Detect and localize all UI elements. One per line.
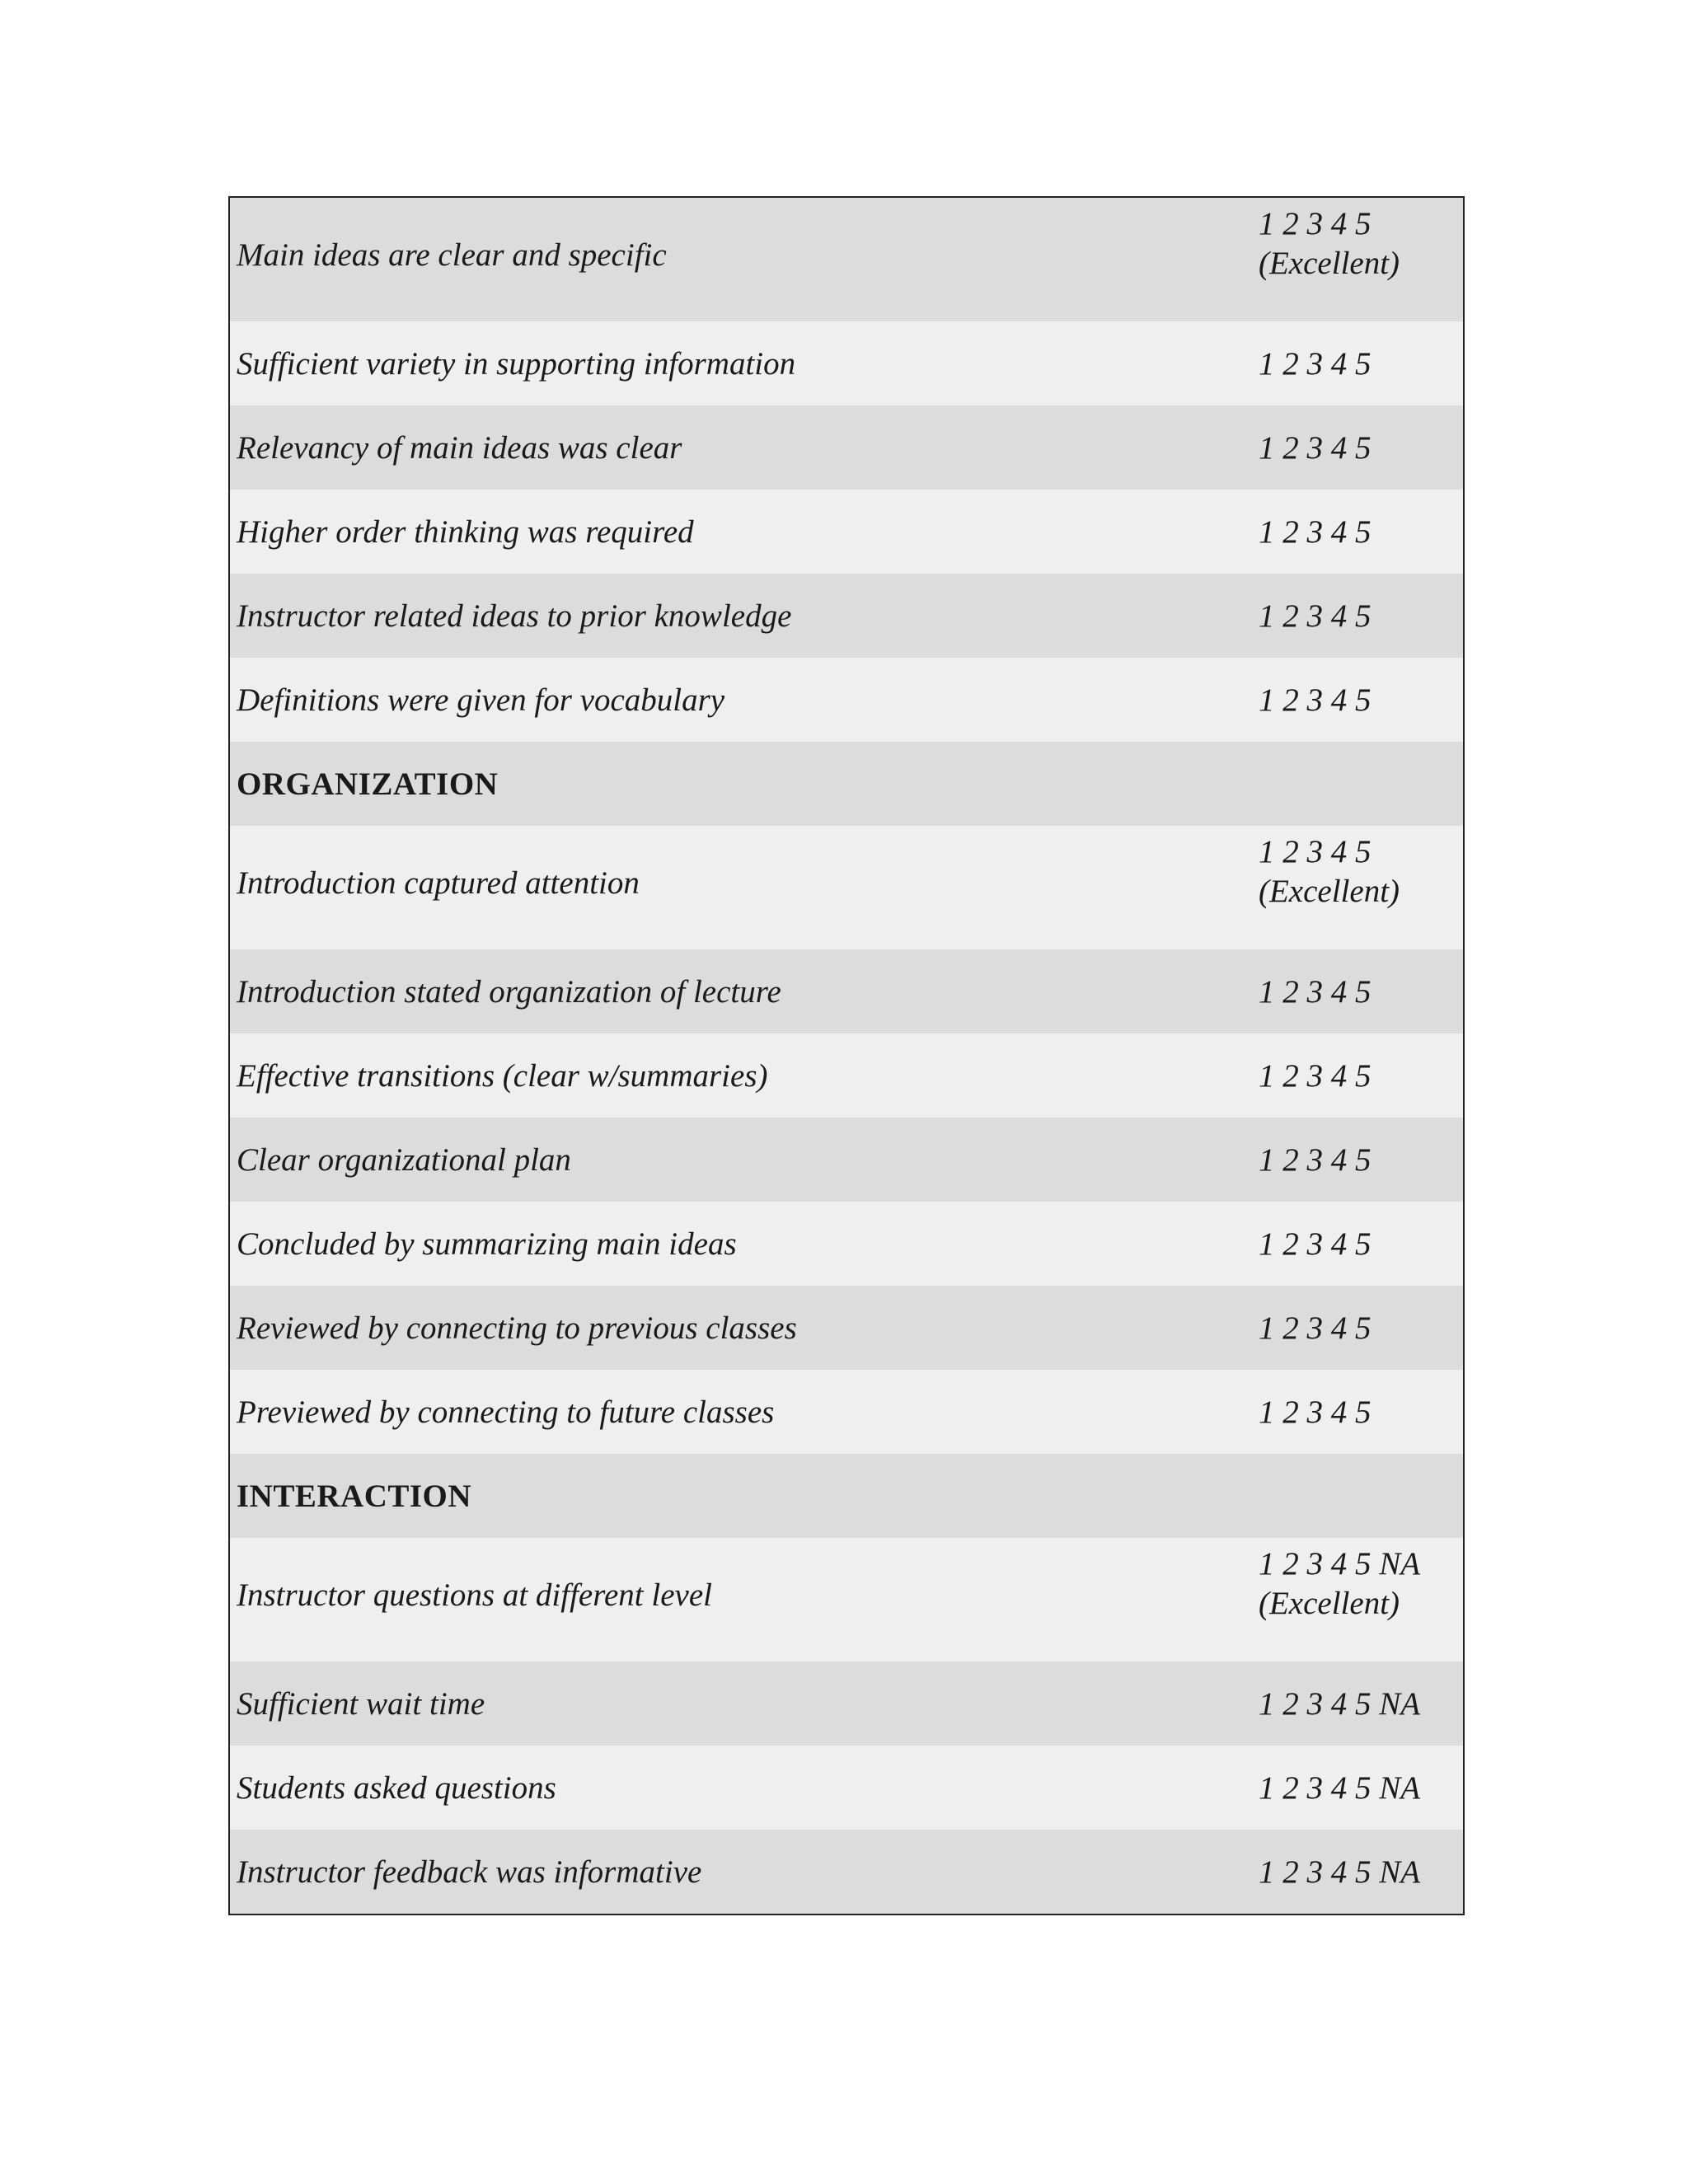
criterion-label: Sufficient variety in supporting information <box>237 346 796 382</box>
criterion-row <box>230 658 1463 742</box>
rating-cell <box>1259 1769 1420 1808</box>
rating-scale: 1 2 3 4 5 <box>1259 514 1372 550</box>
criterion-label: Main ideas are clear and specific <box>237 237 667 273</box>
rating-scale: 1 2 3 4 5 <box>1259 206 1372 241</box>
rating-scale: 1 2 3 4 5 <box>1259 974 1372 1010</box>
criterion-row <box>230 405 1463 490</box>
rating-cell <box>1259 972 1372 1012</box>
criterion-row <box>230 1370 1463 1454</box>
rating-cell <box>1259 832 1400 912</box>
criterion-label: Previewed by connecting to future classes <box>237 1394 775 1430</box>
rating-scale: 1 2 3 4 5 <box>1259 682 1372 718</box>
criterion-label: Concluded by summarizing main ideas <box>237 1226 737 1262</box>
criterion-row <box>230 1118 1463 1202</box>
rating-cell <box>1259 1141 1372 1180</box>
rating-cell <box>1259 1393 1372 1432</box>
rating-cell <box>1259 597 1372 636</box>
evaluation-form-table <box>228 196 1465 1915</box>
rating-scale: 1 2 3 4 5 <box>1259 1058 1372 1094</box>
rating-cell <box>1259 1309 1372 1348</box>
rating-cell <box>1259 1225 1372 1264</box>
rating-scale: 1 2 3 4 5 NA <box>1259 1546 1421 1582</box>
criterion-label: Effective transitions (clear w/summaries) <box>237 1058 768 1094</box>
rating-cell <box>1259 344 1372 384</box>
rating-cell <box>1259 1685 1420 1724</box>
criterion-row <box>230 1661 1463 1746</box>
criterion-label: Introduction stated organization of lecture <box>237 974 781 1010</box>
rating-scale: 1 2 3 4 5 NA <box>1259 1770 1421 1806</box>
criterion-row <box>230 490 1463 574</box>
criterion-row <box>230 198 1463 321</box>
criterion-row <box>230 1538 1463 1661</box>
section-title: ORGANIZATION <box>237 766 499 802</box>
rating-cell <box>1259 513 1372 552</box>
criterion-label: Higher order thinking was required <box>237 514 694 550</box>
section-title: INTERACTION <box>237 1479 472 1514</box>
rating-note: (Excellent) <box>1259 1586 1400 1621</box>
criterion-label: Relevancy of main ideas was clear <box>237 430 682 466</box>
criterion-label: Instructor related ideas to prior knowledge <box>237 598 792 634</box>
rating-cell <box>1259 1057 1372 1096</box>
rating-scale: 1 2 3 4 5 <box>1259 1142 1372 1178</box>
rating-scale: 1 2 3 4 5 <box>1259 598 1372 634</box>
rating-scale: 1 2 3 4 5 NA <box>1259 1854 1421 1890</box>
rating-cell <box>1259 1544 1420 1624</box>
criterion-row <box>230 321 1463 405</box>
rating-note: (Excellent) <box>1259 874 1400 909</box>
criterion-label: Definitions were given for vocabulary <box>237 682 725 718</box>
rating-cell <box>1259 429 1372 468</box>
criterion-row <box>230 574 1463 658</box>
criterion-label: Sufficient wait time <box>237 1686 485 1722</box>
rating-scale: 1 2 3 4 5 <box>1259 1310 1372 1346</box>
rating-scale: 1 2 3 4 5 <box>1259 430 1372 466</box>
section-header-row <box>230 742 1463 826</box>
rating-scale: 1 2 3 4 5 <box>1259 1394 1372 1430</box>
criterion-label: Reviewed by connecting to previous classes <box>237 1310 797 1346</box>
rating-cell <box>1259 681 1372 720</box>
criterion-label: Instructor questions at different level <box>237 1577 712 1613</box>
rating-scale: 1 2 3 4 5 NA <box>1259 1686 1421 1722</box>
criterion-row <box>230 1202 1463 1286</box>
rating-cell <box>1259 204 1400 284</box>
section-header-row <box>230 1454 1463 1538</box>
criterion-row <box>230 1830 1463 1914</box>
criterion-row <box>230 1033 1463 1118</box>
rating-note: (Excellent) <box>1259 246 1400 281</box>
rating-scale: 1 2 3 4 5 <box>1259 346 1372 382</box>
rating-scale: 1 2 3 4 5 <box>1259 834 1372 869</box>
criterion-row <box>230 1746 1463 1830</box>
criterion-row <box>230 1286 1463 1370</box>
rating-cell <box>1259 1853 1420 1892</box>
criterion-label: Instructor feedback was informative <box>237 1854 702 1890</box>
criterion-row <box>230 949 1463 1033</box>
rating-scale: 1 2 3 4 5 <box>1259 1226 1372 1262</box>
criterion-row <box>230 826 1463 949</box>
criterion-label: Students asked questions <box>237 1770 556 1806</box>
criterion-label: Clear organizational plan <box>237 1142 571 1178</box>
criterion-label: Introduction captured attention <box>237 865 640 901</box>
